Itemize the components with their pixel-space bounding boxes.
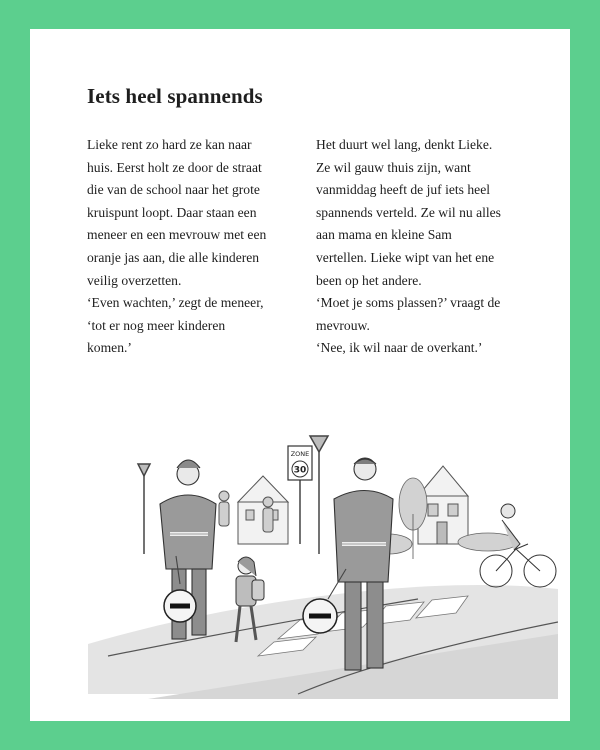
- text-line: ‘tot er nog meer kinderen: [87, 317, 226, 333]
- text-line: kruispunt loopt. Daar staan een: [87, 204, 257, 220]
- text-line: vanmiddag heeft de juf iets heel: [316, 182, 491, 198]
- sign-speed-text: 30: [293, 465, 307, 476]
- text-line: been op het andere.: [316, 272, 422, 288]
- text-line: mevrouw.: [316, 317, 370, 333]
- page-title: Iets heel spannends: [87, 84, 263, 108]
- text-line: ‘Nee, ik wil naar de overkant.’: [316, 340, 483, 356]
- crossing-guard-woman: [160, 460, 216, 639]
- text-line: spannends verteld. Ze wil nu alles: [316, 204, 501, 220]
- text-line: oranje jas aan, die alle kinderen: [87, 249, 260, 265]
- text-line: die van de school naar het grote: [87, 182, 260, 198]
- text-line: veilig overzetten.: [87, 272, 182, 288]
- sign-zone-text: ZONE: [290, 450, 310, 458]
- text-line: huis. Eerst holt ze door de straat: [87, 159, 262, 175]
- text-line: Lieke rent zo hard ze kan naar: [87, 137, 252, 152]
- speed-sign: [288, 446, 312, 544]
- text-line: aan mama en kleine Sam: [316, 227, 452, 243]
- text-line: Ze wil gauw thuis zijn, want: [316, 159, 471, 175]
- text-line: ‘Even wachten,’ zegt de meneer,: [87, 295, 264, 311]
- text-column-left: [87, 134, 302, 360]
- text-line: komen.’: [87, 340, 132, 356]
- text-line: Het duurt wel lang, denkt Lieke.: [316, 137, 493, 152]
- text-line: vertellen. Lieke wipt van het ene: [316, 249, 495, 265]
- text-line: meneer en een mevrouw met een: [87, 227, 267, 243]
- crossing-illustration: [88, 394, 558, 699]
- text-column-right: [316, 134, 531, 360]
- text-line: ‘Moet je soms plassen?’ vraagt de: [316, 295, 501, 311]
- page: [30, 29, 570, 721]
